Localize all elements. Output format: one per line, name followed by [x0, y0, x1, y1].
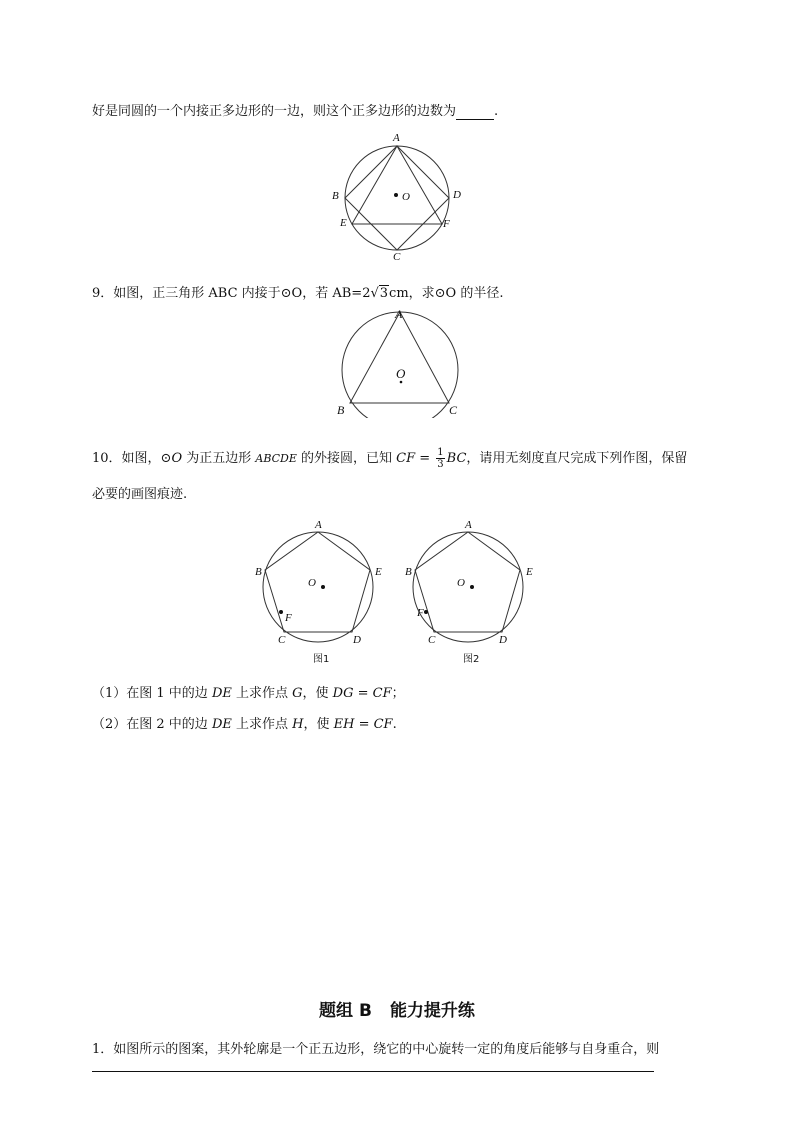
label-c: C	[393, 251, 401, 262]
sub2-c: ，使	[303, 717, 334, 732]
label-d: D	[453, 189, 461, 201]
label-b-2: B	[405, 566, 412, 578]
label-b: B	[337, 403, 345, 417]
point-f-1	[279, 610, 283, 614]
sub1-c: ，使	[302, 686, 333, 701]
figure-1	[255, 519, 382, 665]
circle-o	[345, 146, 449, 250]
sqrt-symbol: √3	[370, 286, 389, 301]
sub1-de: DE	[211, 686, 232, 701]
label-f-1: F	[285, 612, 292, 624]
label-a-2: A	[465, 519, 472, 531]
figure-q9	[330, 306, 470, 418]
label-b: B	[332, 190, 339, 202]
caption-figure-2: 图2	[463, 654, 480, 665]
fraction-one-third	[436, 447, 444, 470]
label-d-2: D	[499, 634, 507, 646]
answer-blank	[456, 104, 494, 120]
triangle-aef	[352, 146, 442, 224]
question-9-text	[92, 282, 503, 301]
section-title-a: 题组 B	[319, 1001, 372, 1021]
q8-text: 好是同圆的一个内接正多边形的一边，则这个正多边形的边数为	[92, 104, 457, 119]
sub1-d: ；	[391, 686, 405, 701]
label-d-1: D	[353, 634, 361, 646]
q9-coef: 2	[362, 286, 371, 301]
label-e-1: E	[375, 566, 382, 578]
figure-q10	[250, 515, 550, 665]
center-point	[400, 381, 403, 384]
q8-end: .	[494, 104, 499, 119]
square-abcd	[345, 146, 449, 250]
triangle-abc	[350, 312, 449, 403]
q10-text-d: ，请用无刻度直尺完成下列作图，保留	[466, 451, 688, 466]
page-rule	[92, 1071, 654, 1072]
q10-eq: =	[415, 451, 435, 466]
question-8-text	[92, 100, 498, 120]
circle-o	[342, 312, 458, 418]
label-e-2: E	[526, 566, 533, 578]
frac-den: 3	[437, 459, 444, 470]
label-o: O	[396, 366, 406, 381]
q9-suffix: cm，求⊙O 的半径.	[389, 286, 504, 301]
sub2-de: DE	[211, 717, 232, 732]
q9-prefix: 9．如图，正三角形 ABC 内接于⊙O，若 AB=	[92, 286, 363, 301]
sub1-eq: DG = CF	[332, 686, 392, 701]
question-10-part-2	[92, 713, 397, 732]
q10-abcde: ABCDE	[255, 452, 297, 465]
sub2-h: H	[292, 717, 304, 732]
label-c-1: C	[278, 634, 286, 646]
label-e: E	[340, 217, 347, 229]
sub2-a: （2）在图 2 中的边	[92, 717, 212, 732]
label-a: A	[395, 307, 403, 321]
label-o-2: O	[457, 577, 465, 589]
section-title-b: 能力提升练	[389, 1001, 475, 1021]
question-10-part-1	[92, 682, 405, 701]
q10-bc: BC	[446, 451, 467, 466]
sub2-b: 上求作点	[231, 717, 293, 732]
label-o-1: O	[308, 577, 316, 589]
section-title	[0, 996, 794, 1021]
label-o: O	[402, 191, 410, 203]
circle-o-2	[413, 532, 523, 642]
label-a: A	[393, 132, 400, 144]
question-10-line2: 必要的画图痕迹.	[92, 487, 188, 502]
q10-cf: CF	[396, 451, 416, 466]
q10-text-a: 10．如图，⊙	[92, 451, 172, 466]
frac-num: 1	[437, 447, 444, 458]
label-f-2: F	[417, 607, 424, 619]
point-f-2	[424, 610, 428, 614]
center-point-2	[470, 585, 474, 589]
sub2-eq: EH = CF	[333, 717, 393, 732]
question-10-text	[92, 447, 687, 470]
figure-2	[405, 519, 533, 665]
center-point	[394, 193, 398, 197]
sub1-a: （1）在图 1 中的边	[92, 686, 212, 701]
label-a-1: A	[315, 519, 322, 531]
sub1-g: G	[292, 686, 303, 701]
circle-o-1	[263, 532, 373, 642]
center-point-1	[321, 585, 325, 589]
label-f: F	[443, 218, 450, 230]
q9-radicand: 3	[379, 286, 389, 301]
caption-figure-1: 图1	[313, 654, 330, 665]
label-b-1: B	[255, 566, 262, 578]
label-c-2: C	[428, 634, 436, 646]
sub2-d: .	[392, 717, 397, 732]
q10-text-b: 为正五边形	[182, 451, 256, 466]
q10-text-c: 的外接圆，已知	[296, 451, 397, 466]
q10-o: O	[171, 451, 183, 466]
sub1-b: 上求作点	[231, 686, 293, 701]
label-c: C	[449, 403, 458, 417]
figure-q8	[325, 130, 470, 262]
question-b1-text: 1．如图所示的图案，其外轮廓是一个正五边形，绕它的中心旋转一定的角度后能够与自身重合，则	[92, 1042, 660, 1057]
